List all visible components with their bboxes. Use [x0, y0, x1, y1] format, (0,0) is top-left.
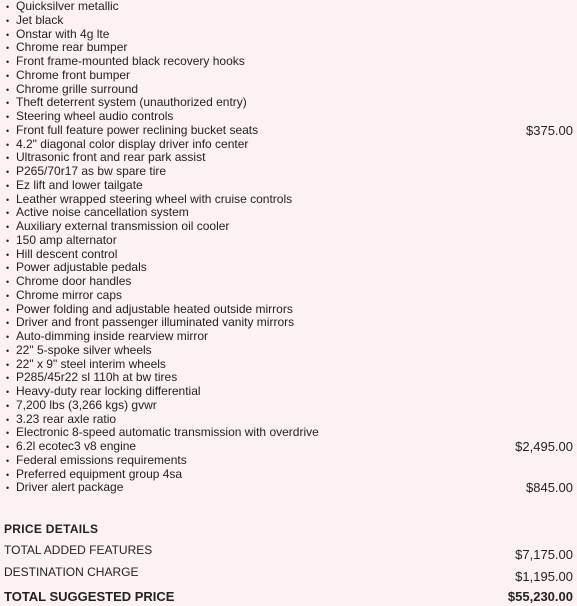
total-suggested-price-row [4, 589, 573, 606]
feature-item [0, 151, 577, 165]
bullet-icon: • [6, 194, 10, 205]
feature-item [0, 440, 577, 454]
bullet-icon: • [6, 43, 10, 54]
feature-label: Ultrasonic front and rear park assist [16, 150, 206, 165]
feature-label: 4.2" diagonal color display driver info center [16, 136, 249, 151]
feature-item [0, 468, 577, 482]
feature-label: 22" 5-spoke silver wheels [16, 342, 152, 357]
feature-label: Chrome door handles [16, 274, 132, 288]
feature-label: P265/70r17 as bw spare tire [16, 164, 167, 178]
feature-item [0, 110, 577, 124]
feature-label: Active noise cancellation system [16, 205, 189, 220]
bullet-icon: • [6, 414, 10, 425]
feature-label: Power adjustable pedals [16, 260, 147, 275]
bullet-icon: • [6, 235, 10, 246]
bullet-icon: • [6, 290, 10, 301]
bullet-icon: • [6, 208, 10, 219]
bullet-icon: • [6, 167, 10, 177]
total-added-features-value: $7,175.00 [515, 547, 573, 562]
feature-item [0, 330, 577, 344]
feature-price: $2,495.00 [515, 439, 573, 454]
bullet-icon: • [6, 483, 10, 494]
bullet-icon: • [6, 125, 10, 136]
bullet-icon: • [6, 359, 10, 370]
feature-label: Federal emissions requirements [16, 452, 187, 467]
destination-charge-row [4, 565, 573, 583]
bullet-icon: • [6, 57, 10, 67]
feature-item [0, 179, 577, 193]
feature-item [0, 138, 577, 152]
bullet-icon: • [6, 15, 10, 26]
feature-item [0, 55, 577, 69]
bullet-icon: • [6, 345, 10, 356]
bullet-icon: • [6, 442, 10, 452]
feature-item [0, 481, 577, 495]
feature-label: Heavy-duty rear locking differential [16, 384, 201, 398]
bullet-icon: • [6, 469, 10, 480]
bullet-icon: • [6, 455, 10, 466]
feature-label: 22" x 9" steel interim wheels [16, 356, 166, 371]
feature-item [0, 193, 577, 207]
bullet-icon: • [6, 318, 10, 329]
feature-item [0, 41, 577, 55]
bullet-icon: • [6, 332, 10, 342]
feature-label: Hill descent control [16, 246, 118, 261]
feature-label: Chrome grille surround [16, 81, 139, 96]
bullet-icon: • [6, 29, 10, 40]
feature-item [0, 28, 577, 42]
bullet-icon: • [6, 70, 10, 81]
feature-item [0, 426, 577, 440]
feature-item [0, 234, 577, 248]
bullet-icon: • [6, 84, 10, 95]
feature-item [0, 14, 577, 28]
feature-label: Ez lift and lower tailgate [16, 177, 143, 192]
feature-item [0, 289, 577, 303]
feature-item [0, 316, 577, 330]
feature-label: Onstar with 4g lte [16, 26, 110, 41]
feature-item [0, 69, 577, 83]
feature-item [0, 124, 577, 138]
feature-item [0, 0, 577, 14]
bullet-icon: • [6, 153, 10, 164]
feature-label: Preferred equipment group 4sa [16, 466, 183, 481]
feature-item [0, 206, 577, 220]
feature-price: $375.00 [526, 122, 573, 138]
feature-item [0, 399, 577, 413]
bullet-icon: • [6, 139, 10, 150]
total-added-features-label: TOTAL ADDED FEATURES [4, 543, 153, 557]
feature-label: Steering wheel audio controls [16, 109, 174, 123]
feature-item [0, 220, 577, 234]
bullet-icon: • [6, 112, 10, 122]
bullet-icon: • [6, 304, 10, 315]
total-suggested-price-value: $55,230.00 [507, 589, 573, 604]
feature-label: 3.23 rear axle ratio [16, 411, 117, 426]
feature-label: Electronic 8-speed automatic transmission with overdrive [16, 425, 319, 440]
feature-label: Theft deterrent system (unauthorized entry) [16, 95, 247, 110]
feature-item [0, 261, 577, 275]
feature-label: 150 amp alternator [16, 232, 117, 247]
feature-label: P285/45r22 sl 110h at bw tires [16, 370, 178, 385]
feature-label: Front frame-mounted black recovery hooks [16, 54, 245, 68]
feature-item [0, 303, 577, 317]
feature-item [0, 358, 577, 372]
bullet-icon: • [6, 222, 10, 232]
feature-price: $845.00 [526, 480, 573, 496]
feature-label: 6.2l ecotec3 v8 engine [16, 439, 137, 453]
feature-label: Driver and front passenger illuminated vanity mirrors [16, 315, 295, 330]
bullet-icon: • [6, 263, 10, 274]
feature-label: Quicksilver metallic [16, 0, 119, 13]
bullet-icon: • [6, 387, 10, 397]
feature-item [0, 248, 577, 262]
feature-label: Jet black [16, 12, 64, 27]
total-suggested-price-label: TOTAL SUGGESTED PRICE [4, 589, 175, 604]
bullet-icon: • [6, 98, 10, 109]
feature-label: Auxiliary external transmission oil cooler [16, 219, 230, 233]
bullet-icon: • [6, 428, 10, 439]
feature-item [0, 275, 577, 289]
total-added-features-row [4, 543, 573, 561]
feature-item [0, 454, 577, 468]
feature-label: Chrome front bumper [16, 67, 131, 82]
destination-charge-label: DESTINATION CHARGE [4, 565, 139, 579]
bullet-icon: • [6, 400, 10, 411]
feature-item [0, 385, 577, 399]
feature-item [0, 371, 577, 385]
feature-item [0, 96, 577, 110]
feature-label: Driver alert package [16, 480, 124, 495]
feature-item [0, 165, 577, 179]
feature-label: Power folding and adjustable heated outside mirrors [16, 301, 293, 316]
feature-label: Front full feature power reclining bucket seats [16, 122, 259, 137]
feature-item [0, 344, 577, 358]
feature-label: Leather wrapped steering wheel with cruise controls [16, 191, 293, 206]
feature-label: 7,200 lbs (3,266 kgs) gvwr [16, 397, 157, 412]
destination-charge-value: $1,195.00 [515, 569, 573, 584]
bullet-icon: • [6, 249, 10, 260]
bullet-icon: • [6, 277, 10, 287]
bullet-icon: • [6, 180, 10, 191]
feature-item [0, 83, 577, 97]
bullet-icon: • [6, 2, 10, 12]
feature-label: Chrome mirror caps [16, 287, 123, 302]
bullet-icon: • [6, 373, 10, 384]
price-details-title: PRICE DETAILS [4, 522, 99, 536]
feature-label: Chrome rear bumper [16, 40, 128, 55]
feature-label: Auto-dimming inside rearview mirror [16, 329, 209, 343]
feature-item [0, 413, 577, 427]
